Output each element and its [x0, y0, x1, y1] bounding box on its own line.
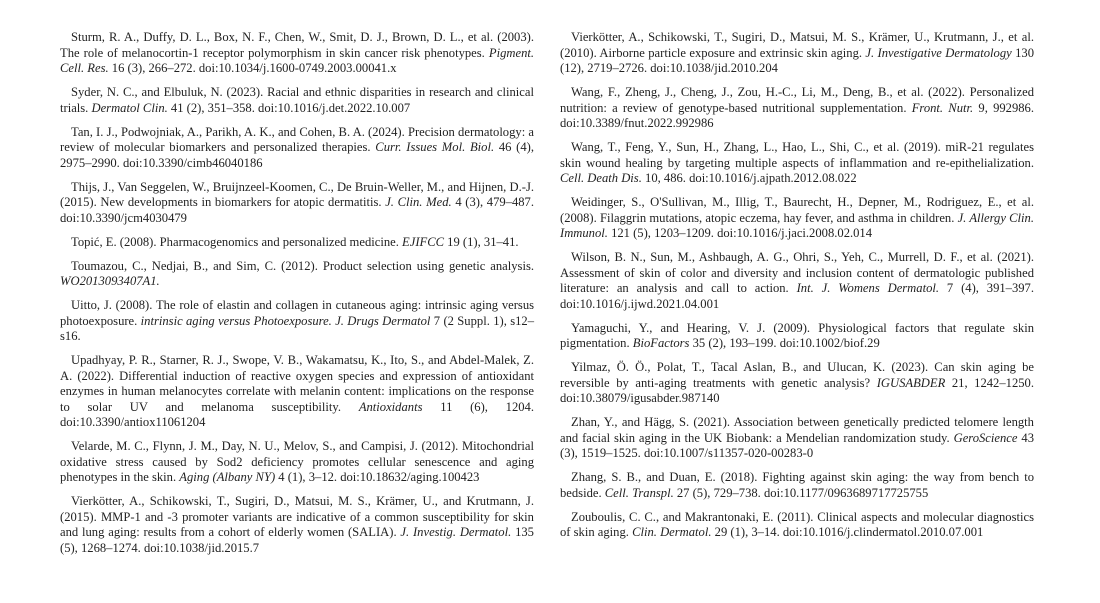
ref-title: Fighting against skin aging: the way from bench to bedside.: [560, 470, 1034, 500]
ref-details: 29 (1), 3–14. doi:10.1016/j.clindermatol.2010.07.001: [714, 525, 984, 539]
ref-authors: Sturm, R. A., Duffy, D. L., Box, N. F., Chen, W., Smit, D. J., Brown, D. L., et al. (2003).: [71, 30, 534, 44]
ref-authors: Uitto, J. (2008).: [71, 298, 153, 312]
ref-title: Product selection using genetic analysis.: [322, 258, 534, 273]
reference-entry: [560, 85, 1034, 132]
ref-authors: Vierkötter, A., Schikowski, T., Sugiri, D., Matsui, M. S., Krämer, U., and Krutmann, J. (2015).: [60, 494, 534, 524]
ref-journal: Front. Nutr.: [911, 100, 974, 115]
ref-details: 4 (3), 479–487. doi:10.3390/jcm4030479: [60, 195, 534, 225]
ref-title: The role of elastin and collagen in cutaneous aging: intrinsic aging versus photoexposure.: [60, 298, 535, 328]
ref-details: 121 (5), 1203–1209. doi:10.1016/j.jaci.2008.02.014: [611, 226, 873, 240]
ref-journal: Curr. Issues Mol. Biol.: [375, 140, 495, 154]
ref-authors: Upadhyay, P. R., Starner, R. J., Swope, V. B., Wakamatsu, K., Ito, S., and Abdel-Malek, Z. A. (2022).: [60, 353, 534, 383]
ref-details: 135 (5), 1268–1274. doi:10.1038/jid.2015.7: [60, 525, 534, 555]
ref-title: Can skin aging be reversible by anti-aging treatments with genetic analysis?: [560, 360, 1034, 390]
reference-entry: [60, 30, 534, 77]
reference-entry: [560, 360, 1034, 407]
ref-title: Filaggrin mutations, atopic eczema, hay fever, and asthma in children.: [599, 210, 955, 225]
reference-entry: [60, 180, 534, 227]
ref-journal: intrinsic aging versus Photoexposure. J. Drugs Dermatol: [140, 313, 431, 328]
reference-entry: [60, 85, 534, 116]
ref-title: miR-21 regulates skin wound healing by targeting multiple aspects of inflammation and re-epithelialization.: [560, 140, 1034, 170]
ref-title: Physiological factors that regulate skin pigmentation.: [560, 320, 1034, 350]
ref-journal: Aging (Albany NY): [179, 470, 276, 484]
ref-details: 10, 486. doi:10.1016/j.ajpath.2012.08.022: [645, 171, 857, 185]
ref-authors: Zhang, S. B., and Duan, E. (2018).: [571, 470, 758, 484]
reference-entry: [560, 415, 1034, 462]
ref-journal: Antioxidants: [358, 399, 423, 414]
ref-authors: Thijs, J., Van Seggelen, W., Bruijnzeel-Koomen, C., De Bruin-Weller, M., and Hijnen, D.-J. (2015).: [60, 179, 534, 209]
ref-authors: Vierkötter, A., Schikowski, T., Sugiri, D., Matsui, M. S., Krämer, U., Krutmann, J., et al. (2010).: [560, 30, 1034, 60]
ref-title: MMP-1 and -3 promoter variants are indicative of a common susceptibility for skin and lung aging: results from a cohort of elderly women (SALIA).: [60, 509, 534, 539]
ref-journal: Cell. Transpl.: [604, 485, 674, 500]
ref-details: 19 (1), 31–41.: [447, 234, 519, 249]
ref-authors: Wilson, B. N., Sun, M., Ashbaugh, A. G., Ohri, S., Yeh, C., Murrell, D. F., et al. (2021).: [571, 250, 1034, 264]
ref-authors: Weidinger, S., O'Sullivan, M., Illig, T., Baurecht, H., Depner, M., Rodriguez, E., et al. (2008).: [560, 195, 1034, 225]
ref-details: 11 (6), 1204. doi:10.3390/antiox11061204: [60, 399, 535, 429]
ref-details: 7 (4), 391–397. doi:10.1016/j.ijwd.2021.04.001: [560, 281, 1035, 311]
reference-entry: [560, 195, 1034, 242]
ref-details: 41 (2), 351–358. doi:10.1016/j.det.2022.10.007: [170, 100, 411, 115]
reference-entry: [60, 298, 534, 345]
reference-column-right: [560, 30, 1034, 549]
ref-journal: Cell. Death Dis.: [560, 171, 642, 185]
ref-journal: J. Clin. Med.: [385, 195, 452, 209]
ref-journal: Clin. Dermatol.: [632, 525, 712, 539]
ref-details: 7 (2 Suppl. 1), s12–s16.: [60, 313, 535, 343]
ref-authors: Velarde, M. C., Flynn, J. M., Day, N. U., Melov, S., and Campisi, J. (2012).: [71, 439, 459, 453]
reference-entry: [560, 510, 1034, 541]
ref-journal: WO2013093407A1.: [60, 274, 160, 288]
ref-details: 46 (4), 2975–2990. doi:10.3390/cimb46040186: [60, 140, 534, 170]
ref-authors: Syder, N. C., and Elbuluk, N. (2023).: [71, 85, 264, 99]
ref-details: 9, 992986. doi:10.3389/fnut.2022.992986: [560, 100, 1034, 130]
ref-title: Pharmacogenomics and personalized medicine.: [159, 234, 399, 249]
ref-title: Precision dermatology: a review of molecular biomarkers and personalized therapies.: [60, 124, 534, 154]
ref-details: 35 (2), 193–199. doi:10.1002/biof.29: [692, 336, 880, 350]
ref-details: 130 (12), 2719–2726. doi:10.1038/jid.2010.204: [560, 45, 1034, 75]
reference-entry: [560, 470, 1034, 501]
reference-entry: [60, 439, 534, 486]
ref-journal: J. Allergy Clin. Immunol.: [560, 210, 1034, 240]
ref-journal: J. Investig. Dermatol.: [400, 525, 512, 539]
ref-journal: Dermatol Clin.: [91, 100, 168, 115]
ref-details: 27 (5), 729–738. doi:10.1177/0963689717725755: [676, 485, 929, 500]
ref-details: 43 (3), 1519–1525. doi:10.1007/s11357-020-00283-0: [560, 430, 1034, 460]
ref-authors: Zhan, Y., and Hägg, S. (2021).: [571, 415, 731, 429]
reference-column-left: [60, 30, 534, 565]
reference-entry: [60, 494, 534, 556]
reference-entry: [60, 125, 534, 172]
ref-authors: Wang, T., Feng, Y., Sun, H., Zhang, L., Hao, L., Shi, C., et al. (2019).: [571, 140, 941, 154]
reference-entry: [60, 235, 534, 251]
ref-details: 16 (3), 266–272. doi:10.1034/j.1600-0749.2003.00041.x: [111, 61, 397, 75]
ref-journal: Pigment. Cell. Res.: [60, 45, 535, 75]
ref-details: 21, 1242–1250. doi:10.38079/igusabder.987140: [560, 375, 1034, 405]
ref-journal: IGUSABDER: [876, 375, 946, 390]
reference-entry: [560, 250, 1034, 312]
ref-title: New developments in biomarkers for atopic dermatitis.: [100, 195, 382, 209]
ref-authors: Toumazou, C., Nedjai, B., and Sim, C. (2012).: [71, 258, 318, 273]
reference-entry: [60, 353, 534, 431]
ref-authors: Topić, E. (2008).: [71, 234, 157, 249]
ref-journal: J. Investigative Dermatology: [865, 45, 1012, 60]
ref-title: Racial and ethnic disparities in research and clinical trials.: [60, 85, 534, 115]
ref-title: Personalized nutrition: a review of genotype-based nutritional supplementation.: [560, 85, 1035, 115]
ref-journal: EJIFCC: [402, 234, 445, 249]
ref-journal: Int. J. Womens Dermatol.: [796, 281, 940, 295]
ref-authors: Tan, I. J., Podwojniak, A., Parikh, A. K., and Cohen, B. A. (2024).: [71, 124, 405, 139]
reference-entry: [560, 30, 1034, 77]
ref-title: The role of melanocortin-1 receptor polymorphism in skin cancer risk phenotypes.: [60, 45, 485, 60]
ref-title: Assessment of skin of color and diversity and inclusion content of dermatologic published literature: an analysis and call to action.: [560, 265, 1034, 295]
ref-authors: Yamaguchi, Y., and Hearing, V. J. (2009).: [571, 320, 811, 335]
ref-journal: GeroScience: [953, 430, 1018, 445]
reference-entry: [560, 140, 1034, 187]
ref-title: Mitochondrial oxidative stress caused by Sod2 deficiency promotes cellular senescence and aging phenotypes in the skin.: [60, 439, 535, 484]
reference-entry: [60, 259, 534, 290]
ref-authors: Yilmaz, Ö. Ö., Polat, T., Tacal Aslan, B., and Ulucan, K. (2023).: [571, 360, 929, 374]
ref-title: Airborne particle exposure and extrinsic skin aging.: [599, 45, 863, 60]
ref-journal: BioFactors: [632, 336, 690, 350]
ref-details: 4 (1), 3–12. doi:10.18632/aging.100423: [278, 470, 480, 484]
ref-title: Association between genetically predicted telomere length and facial skin aging in the UK Biobank: a Mendelian randomization study.: [560, 415, 1034, 445]
ref-authors: Zouboulis, C. C., and Makrantonaki, E. (2011).: [571, 509, 814, 524]
ref-title: Differential induction of reactive oxygen species and expression of antioxidant enzymes in human melanocytes correlate with melanin content: implications on the response to solar UV and melanoma susceptibility.: [60, 368, 534, 414]
ref-authors: Wang, F., Zheng, J., Cheng, J., Zou, H.-C., Li, M., Deng, B., et al. (2022).: [571, 85, 965, 99]
ref-title: Clinical aspects and molecular diagnostics of skin aging.: [560, 509, 1034, 539]
reference-entry: [560, 321, 1034, 352]
